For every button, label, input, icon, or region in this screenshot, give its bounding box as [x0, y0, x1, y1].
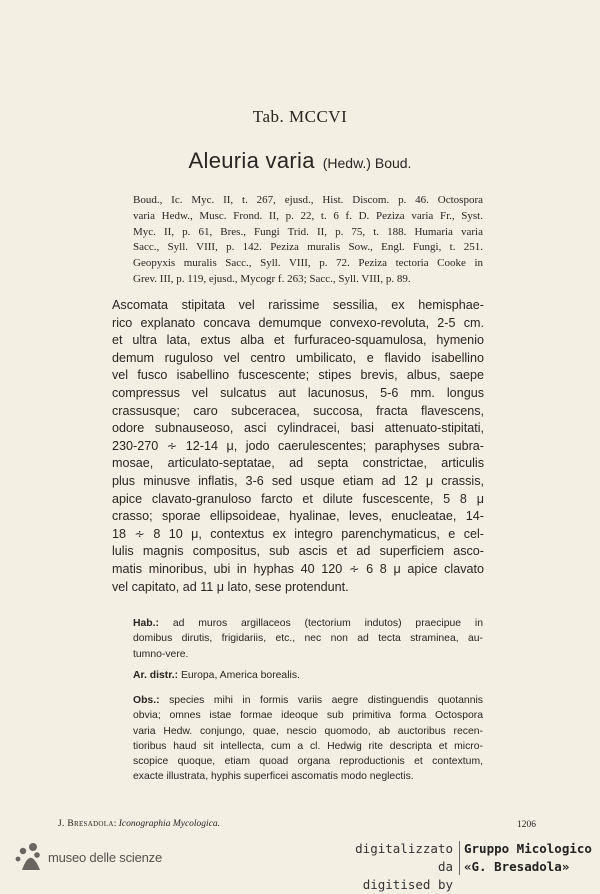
muse-logo-icon	[14, 842, 44, 872]
species-name: Aleuria varia	[188, 148, 315, 173]
description-line: 18 ∻ 8 10 μ, contextus ex integro parenchymaticus, e cel-	[112, 526, 484, 541]
description-line: et ultra lata, extus alba et furfuraceo-squamulosa, hymenio	[112, 333, 484, 348]
running-footer: J. Bresadola: Iconographia Mycologica.	[58, 819, 221, 829]
observations-line: varia Hedw. conjungo, quae, nescio quomodo, ab auctoribus recen-	[133, 725, 483, 737]
digitized-by-en: digitised by	[362, 877, 453, 892]
reference-line: Boud., Ic. Myc. II, t. 267, ejusd., Hist. Discom. p. 46. Octospora	[133, 194, 483, 206]
reference-line: Grev. III, p. 119, ejusd., Mycogr f. 263; Sacc., Syll. VIII, p. 89.	[133, 272, 411, 285]
species-authority: (Hedw.) Boud.	[322, 155, 412, 171]
plate-title: Tab. MCCVI	[252, 107, 348, 126]
habitat-line	[133, 616, 483, 631]
observations-line: obvia; omnes istae formae ideoque sub primitiva forma Octospora	[133, 710, 483, 722]
observations-line: tioribus haud sit intellecta, cum a cl. Hedwig rite descripta et micro-	[133, 740, 483, 752]
description-line: Ascomata stipitata vel rarissime sessilia, ex hemisphae-	[112, 298, 484, 312]
footer-work: Iconographia Mycologica.	[118, 819, 221, 829]
distribution-section	[133, 668, 483, 683]
description-line: crasso; sporae ellipsoideae, hyalinae, leves, enucleatae, 14-	[112, 509, 484, 524]
distribution-line	[133, 668, 483, 683]
distribution-text: Europa, America borealis.	[180, 670, 300, 681]
observations-line: scopice quoque, etiam quoad organa reproductionis et contextum,	[133, 756, 483, 768]
description-line: rico explanato concava demumque convexo-revoluta, 2-5 cm.	[112, 315, 484, 330]
description-line: mosae, articulato-septatae, ad septa constrictae, articulis	[112, 456, 484, 471]
observations-label: Obs.:	[133, 695, 160, 706]
logo-text: museo delle scienze	[48, 849, 162, 865]
description-line: demum ruguloso vel centro umbilicato, e flavido isabellino	[112, 350, 484, 365]
reference-line: varia Hedw., Musc. Frond. II, p. 22, t. 6 f. D. Peziza varia Fr., Syst.	[133, 209, 483, 222]
observations-line	[133, 693, 483, 708]
references-block	[133, 193, 483, 288]
description-line: lulis magnis compositus, sub ascis et ad superficiem asco-	[112, 544, 484, 559]
description-line: odore subnauseoso, asci cylindracei, basi attenuato-stipitati,	[112, 421, 484, 436]
footer-author: J. Bresadola	[58, 819, 114, 829]
habitat-line: domibus dirutis, frigidariis, etc., nec non ad tecta straminea, au-	[133, 633, 483, 645]
description-block	[112, 297, 484, 596]
digitization-organization	[464, 840, 592, 876]
digitized-by-it: digitalizzato da	[355, 841, 453, 874]
distribution-label: Ar. distr.:	[133, 670, 179, 681]
habitat-section	[133, 616, 483, 662]
org-name: Gruppo Micologico	[464, 841, 592, 856]
digitization-divider	[459, 841, 460, 875]
digitization-label	[355, 840, 453, 894]
reference-line: Geopyxis muralis Sacc., Syll. VIII, p. 72. Peziza tectoria Cooke in	[133, 257, 483, 270]
reference-line: Myc. II, p. 61, Bres., Fungi Trid. II, p. 75, t. 188. Humaria varia	[133, 225, 483, 238]
description-line: compressus vel sulcatus aut lacunosus, 5-6 mm. longus	[112, 385, 484, 400]
observations-text: species mihi in formis variis aegre distinguendis quotannis	[169, 695, 483, 706]
org-subname: «G. Bresadola»	[464, 859, 570, 874]
habitat-label: Hab.:	[133, 618, 159, 629]
description-line: 230-270 ∻ 12-14 μ, jodo caerulescentes; paraphyses subra-	[112, 438, 484, 453]
museum-logo	[14, 842, 162, 872]
page-number: 1206	[517, 820, 536, 830]
description-line: vel fusco isabellino fuscescente; stipes brevis, albus, saepe	[112, 368, 484, 383]
description-line: vel capitato, ad 11 μ lato, sese protendunt.	[112, 579, 349, 594]
habitat-text: ad muros argillaceos (tectorium indutos) praecipue in	[172, 618, 484, 629]
species-heading	[0, 148, 600, 174]
reference-line: Sacc., Syll. VIII, p. 142. Peziza muralis Sow., Engl. Fungi, t. 251.	[133, 241, 483, 254]
observations-section	[133, 693, 483, 785]
description-line: apice clavato-granuloso farcto et dilute fuscescente, 5 8 μ	[112, 491, 484, 506]
description-line: crassusque; caro subceracea, succosa, fracta flavescens,	[112, 403, 484, 418]
habitat-line: tumno-vere.	[133, 648, 189, 660]
description-line: matis minoribus, ubi in hyphas 40 120 ∻ 6 8 μ apice clavato	[112, 561, 484, 576]
description-line: plus minusve inflatis, 3-6 sed usque etiam ad 12 μ crassis,	[112, 473, 484, 488]
observations-line: exacte illustrata, hyphis superficei ascomatis modo neglectis.	[133, 771, 414, 783]
